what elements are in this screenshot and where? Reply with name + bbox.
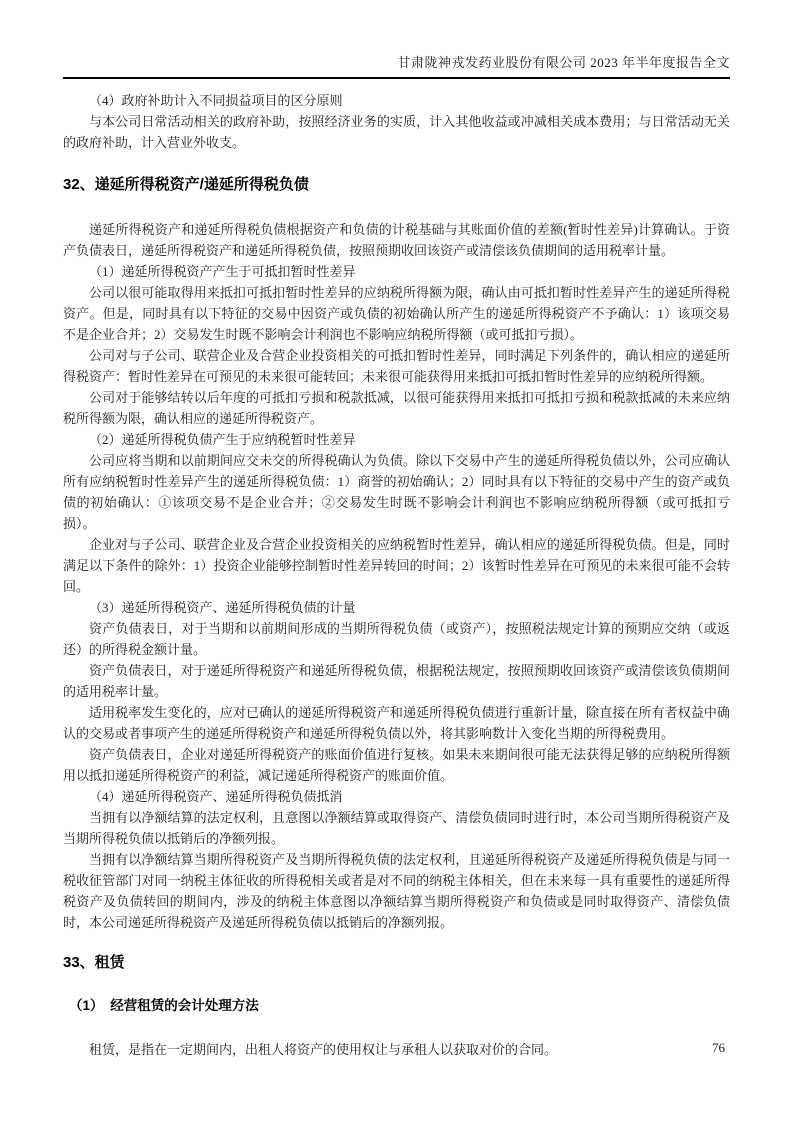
section-32-paragraph: 资产负债表日，企业对递延所得税资产的账面价值进行复核。如果未来期间很可能无法获得足够的应纳税所得额用以抵扣递延所得税资产的利益，减记递延所得税资产的账面价值。 (63, 747, 730, 783)
page-header (63, 52, 730, 79)
section-32-paragraph: 公司对与子公司、联营企业及合营企业投资相关的可抵扣暂时性差异，同时满足下列条件的，确认相应的递延所得税资产：暂时性差异在可预见的未来很可能转回；未来很可能获得用来抵扣可抵扣暂时性差异的应纳税所得额。 (63, 348, 730, 384)
section-32-paragraph: 当拥有以净额结算当期所得税资产及当期所得税负债的法定权利，且递延所得税资产及递延所得税负债是与同一税收征管部门对同一纳税主体征收的所得税相关或者是对不同的纳税主体相关，但在未来每一具有重要性的递延所得税资产及负债转回的期间内，涉及的纳税主体意图以净额结算当期所得税资产和负债或是同时取得资产、清偿负债时，本公司递延所得税资产及递延所得税负债以抵销后的净额列报。 (63, 852, 730, 930)
section-32-heading: 32、递延所得税资产/递延所得税负债 (63, 176, 309, 193)
section-33-sub1-body: 租赁，是指在一定期间内，出租人将资产的使用权让与承租人以获取对价的合同。 (89, 1042, 558, 1057)
section-32-subitem-4-title: （4）递延所得税资产、递延所得税负债抵消 (89, 789, 343, 804)
section-32-paragraph: 适用税率发生变化的，应对已确认的递延所得税资产和递延所得税负债进行重新计量，除直接在所有者权益中确认的交易或者事项产生的递延所得税资产和递延所得税负债以外，将其影响数计入变化当期的所得税费用。 (63, 705, 730, 741)
section-32-subitem-1-title: （1）递延所得税资产产生于可抵扣暂时性差异 (89, 264, 356, 279)
header-title: 甘肃陇神戎发药业股份有限公司 2023 年半年度报告全文 (397, 55, 730, 70)
section-32-paragraph: 公司应将当期和以前期间应交未交的所得税确认为负债。除以下交易中产生的递延所得税负债以外，公司应确认所有应纳税暂时性差异产生的递延所得税负债：1）商誉的初始确认；2）同时具有以下特征的交易中产生的资产或负债的初始确认：①该项交易不是企业合并；②交易发生时既不影响会计利润也不影响应纳税所得额（或可抵扣亏损）。 (63, 453, 730, 531)
section-33-sub1-heading: （1） 经营租赁的会计处理方法 (69, 998, 259, 1013)
section-32-subitem-2-title: （2）递延所得税负债产生于应纳税暂时性差异 (89, 432, 356, 447)
section-32-paragraph: 资产负债表日，对于递延所得税资产和递延所得税负债，根据税法规定，按照预期收回该资产或清偿该负债期间的适用税率计量。 (63, 663, 730, 699)
item4-title: （4）政府补助计入不同损益项目的区分原则 (89, 93, 343, 108)
section-32-paragraph: 资产负债表日，对于当期和以前期间形成的当期所得税负债（或资产），按照税法规定计算的预期应交纳（或返还）的所得税金额计量。 (63, 621, 730, 657)
section-32-paragraph: 递延所得税资产和递延所得税负债根据资产和负债的计税基础与其账面价值的差额(暂时性差异)计算确认。于资产负债表日，递延所得税资产和递延所得税负债，按照预期收回该资产或清偿该负债期间的适用税率计量。 (63, 222, 730, 258)
section-32-subitem-3-title: （3）递延所得税资产、递延所得税负债的计量 (89, 600, 356, 615)
page-content (63, 90, 730, 1060)
item4-body: 与本公司日常活动相关的政府补助，按照经济业务的实质，计入其他收益或冲减相关成本费用；与日常活动无关的政府补助，计入营业外收支。 (63, 114, 730, 150)
section-32-paragraph: 当拥有以净额结算的法定权利，且意图以净额结算或取得资产、清偿负债同时进行时，本公司当期所得税资产及当期所得税负债以抵销后的净额列报。 (63, 810, 730, 846)
section-32-paragraph: 企业对与子公司、联营企业及合营企业投资相关的应纳税暂时性差异，确认相应的递延所得税负债。但是，同时满足以下条件的除外：1）投资企业能够控制暂时性差异转回的时间；2）该暂时性差异在可预见的未来很可能不会转回。 (63, 537, 730, 594)
section-32-paragraph: 公司对于能够结转以后年度的可抵扣亏损和税款抵减，以很可能获得用来抵扣可抵扣亏损和税款抵减的未来应纳税所得额为限，确认相应的递延所得税资产。 (63, 390, 730, 426)
section-32-paragraph: 公司以很可能取得用来抵扣可抵扣暂时性差异的应纳税所得额为限，确认由可抵扣暂时性差异产生的递延所得税资产。但是，同时具有以下特征的交易中因资产或负债的初始确认所产生的递延所得税资产不予确认：1）该项交易不是企业合并；2）交易发生时既不影响会计利润也不影响应纳税所得额（或可抵扣亏损）。 (63, 285, 730, 342)
section-33-heading: 33、租赁 (63, 954, 125, 971)
page-number: 76 (712, 1040, 725, 1055)
